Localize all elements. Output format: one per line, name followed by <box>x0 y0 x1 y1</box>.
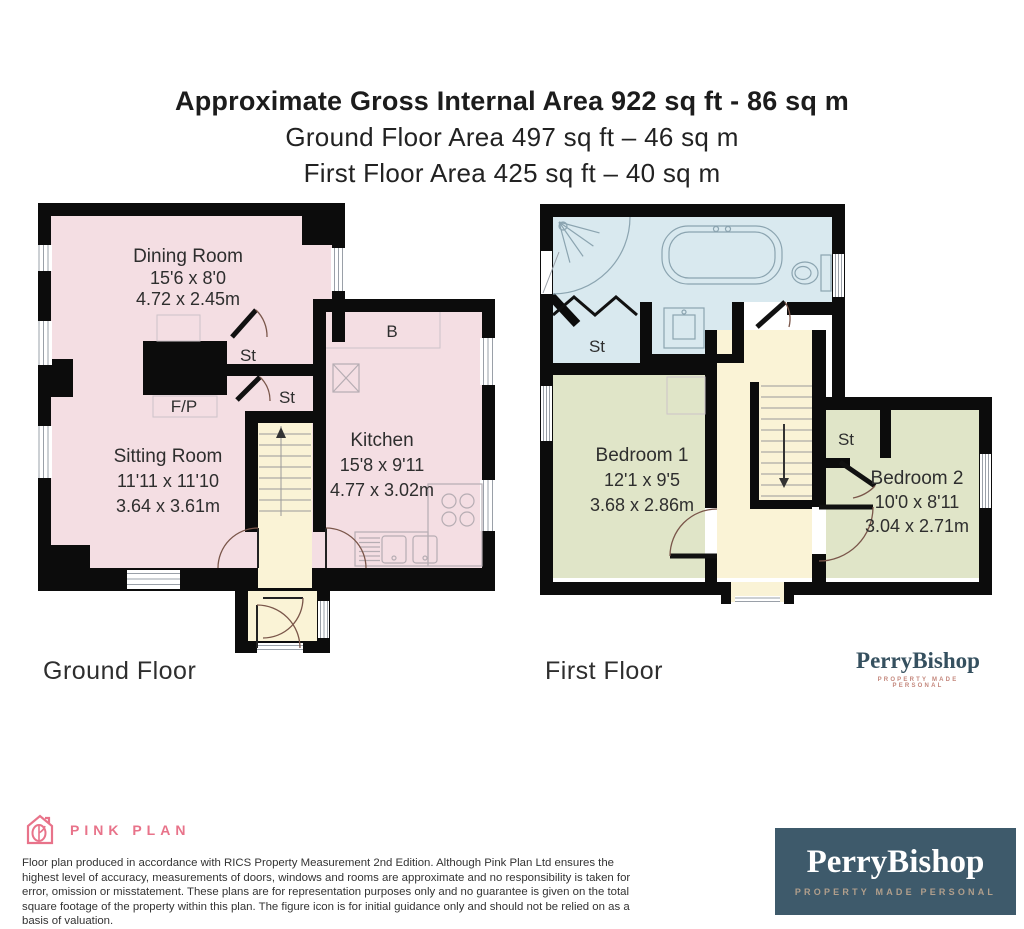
kitchen-imperial: 15'8 x 9'11 <box>339 455 425 475</box>
agency-name-small: PerryBishop <box>856 648 980 673</box>
store2-label: St <box>278 388 296 407</box>
agency-logo-small <box>852 648 984 689</box>
dining-room-imperial: 15'6 x 8'0 <box>150 268 226 288</box>
agency-name-box: PerryBishop <box>806 844 985 880</box>
ff-store1-label: St <box>588 337 606 356</box>
hall-porch-opening <box>258 568 312 588</box>
boiler-label: B <box>386 322 398 341</box>
bedroom1-name: Bedroom 1 <box>595 445 689 466</box>
kitchen-metric: 4.77 x 3.02m <box>329 480 435 500</box>
bedroom2-imperial: 10'0 x 8'11 <box>874 492 960 512</box>
bedroom1-metric: 3.68 x 2.86m <box>589 495 695 515</box>
ground-floor-area-subtitle: Ground Floor Area 497 sq ft – 46 sq m <box>285 122 739 152</box>
disclaimer-text: Floor plan produced in accordance with RICS Property Measurement 2nd Edition. Although Pink Plan Ltd ensures the highest level of accuracy, measurements of doors, windows and rooms are approximate and no responsibility is taken for error, omission or misstatement. These plans are for representation purposes only and no guarantee is given on the total square footage of the property within this plan. The figure icon is for initial guidance only and should not be relied on as a basis of valuation. <box>22 857 631 928</box>
dining-room-metric: 4.72 x 2.45m <box>135 289 241 309</box>
pink-plan-house-icon <box>22 812 58 848</box>
ground-floor-plan <box>30 196 510 661</box>
producer-logo <box>22 812 190 848</box>
gross-area-title: Approximate Gross Internal Area 922 sq ft - 86 sq m <box>175 86 849 116</box>
store1-label: St <box>239 346 257 365</box>
fireplace-label: F/P <box>170 397 198 416</box>
first-floor-caption: First Floor <box>545 657 663 685</box>
bedroom2-metric: 3.04 x 2.71m <box>864 516 970 536</box>
first-floor-area-subtitle: First Floor Area 425 sq ft – 40 sq m <box>303 158 721 188</box>
bedroom1-imperial: 12'1 x 9'5 <box>604 470 680 490</box>
agency-tagline-box: PROPERTY MADE PERSONAL <box>794 887 997 897</box>
ground-floor-caption: Ground Floor <box>43 657 197 685</box>
ff-store2-label: St <box>837 430 855 449</box>
first-floor-plan <box>535 196 1010 661</box>
sitting-room-imperial: 11'11 x 11'10 <box>117 471 219 491</box>
header <box>0 86 1024 189</box>
producer-name: PINK PLAN <box>70 822 191 838</box>
agency-logo-box <box>775 828 1016 915</box>
chimney-breast <box>143 341 227 395</box>
kitchen-name: Kitchen <box>350 430 414 451</box>
agency-tagline-small: PROPERTY MADE PERSONAL <box>877 677 959 689</box>
dining-room-name: Dining Room <box>133 246 243 267</box>
landing-bay <box>721 582 794 605</box>
sitting-room-name: Sitting Room <box>113 446 223 467</box>
sitting-room-metric: 3.64 x 3.61m <box>115 496 221 516</box>
bedroom2-name: Bedroom 2 <box>870 468 964 489</box>
